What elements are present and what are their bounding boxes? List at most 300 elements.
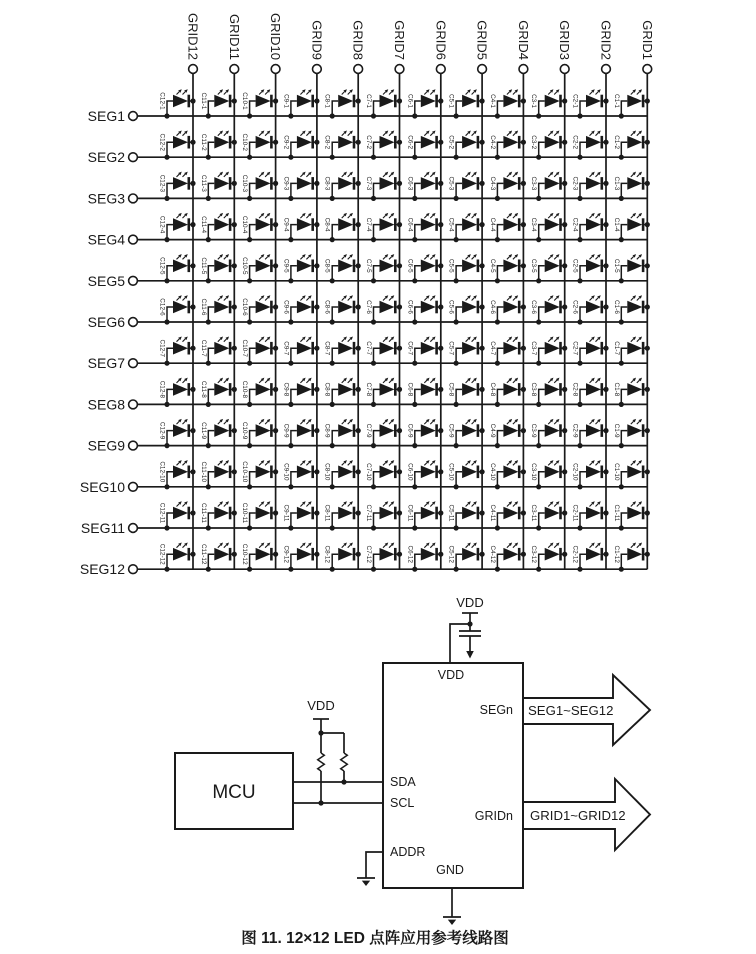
led-cell-c7-6 [365, 295, 402, 324]
led-emission-arrow [590, 298, 593, 301]
led-cell-c7-10 [365, 460, 402, 489]
grid-junction-dot [521, 304, 526, 309]
led-cell-c10-3 [241, 172, 278, 201]
led-diode-icon [297, 218, 312, 231]
led-diode-icon [627, 342, 642, 355]
led-label: C3-5 [530, 258, 538, 273]
led-cell-c9-1 [282, 89, 319, 118]
led-cell-c1-3 [613, 172, 650, 201]
led-emission-arrow [637, 462, 640, 465]
grid-junction-dot [314, 98, 319, 103]
led-diode-icon [545, 260, 560, 273]
led-emission-arrow [348, 380, 351, 383]
led-diode-icon [627, 95, 642, 108]
grid-junction-dot [356, 98, 361, 103]
led-diode-icon [462, 548, 477, 561]
grid-junction-dot [356, 552, 361, 557]
led-emission-arrow [430, 92, 433, 95]
led-emission-arrow [554, 380, 557, 383]
led-emission-arrow [466, 92, 469, 95]
grid-junction-dot [521, 552, 526, 557]
led-diode-icon [338, 466, 353, 479]
led-emission-arrow [472, 504, 475, 507]
led-cell-c8-7 [324, 336, 361, 365]
led-cell-c5-6 [448, 295, 485, 324]
led-emission-arrow [472, 215, 475, 218]
led-cell-c7-3 [365, 172, 402, 201]
led-cell-c11-10 [200, 460, 237, 489]
led-emission-arrow [342, 545, 345, 548]
led-label: C2-3 [571, 176, 579, 191]
led-cell-c2-8 [572, 378, 609, 407]
led-emission-arrow [218, 174, 221, 177]
grid-junction-dot [521, 387, 526, 392]
led-emission-arrow [590, 339, 593, 342]
led-diode-icon [173, 301, 188, 314]
seg-terminal-circle [129, 359, 138, 368]
led-emission-arrow [259, 462, 262, 465]
led-label: C11-12 [199, 543, 207, 565]
led-emission-arrow [513, 339, 516, 342]
grid-junction-dot [562, 346, 567, 351]
led-cell-c11-5 [200, 254, 237, 283]
led-label: C1-12 [612, 545, 620, 563]
led-cell-c9-8 [282, 378, 319, 407]
led-label: C8-5 [323, 258, 331, 273]
led-emission-arrow [224, 256, 227, 259]
seg-label: SEG4 [87, 231, 125, 248]
grid-junction-dot [356, 428, 361, 433]
grid-junction-dot [232, 140, 237, 145]
grid-junction-dot [273, 387, 278, 392]
grid-junction-dot [397, 510, 402, 515]
led-emission-arrow [466, 504, 469, 507]
led-diode-icon [380, 136, 395, 149]
led-emission-arrow [218, 462, 221, 465]
led-label: C2-7 [571, 341, 579, 356]
led-emission-arrow [596, 462, 599, 465]
led-diode-icon [503, 383, 518, 396]
led-emission-arrow [265, 504, 268, 507]
grid-junction-dot [438, 387, 443, 392]
led-emission-arrow [637, 339, 640, 342]
led-cell-c5-8 [448, 378, 485, 407]
led-cell-c6-1 [406, 89, 443, 118]
led-emission-arrow [348, 133, 351, 136]
led-emission-arrow [430, 545, 433, 548]
led-diode-icon [421, 136, 436, 149]
led-cell-c10-2 [241, 130, 278, 159]
led-cell-c5-9 [448, 419, 485, 448]
led-emission-arrow [259, 215, 262, 218]
grid-junction-dot [397, 140, 402, 145]
led-diode-icon [214, 95, 229, 108]
led-diode-icon [380, 260, 395, 273]
led-cell-c4-5 [489, 254, 526, 283]
grid-junction-dot [603, 98, 608, 103]
led-diode-icon [586, 260, 601, 273]
led-emission-arrow [507, 421, 510, 424]
led-emission-arrow [218, 545, 221, 548]
led-cell-c10-12 [241, 542, 278, 571]
led-label: C1-6 [612, 300, 620, 314]
led-emission-arrow [224, 462, 227, 465]
led-cell-c4-12 [489, 542, 526, 571]
led-label: C7-1 [365, 94, 372, 108]
led-diode-icon [586, 95, 601, 108]
led-emission-arrow [300, 174, 303, 177]
led-diode-icon [503, 136, 518, 149]
led-diode-icon [503, 466, 518, 479]
led-diode-icon [586, 342, 601, 355]
led-emission-arrow [596, 504, 599, 507]
addr-wire [366, 852, 383, 878]
led-label: C4-5 [488, 258, 496, 273]
grid-label: GRID4 [515, 20, 531, 60]
led-emission-arrow [554, 92, 557, 95]
grid-junction-dot [603, 140, 608, 145]
led-emission-arrow [342, 215, 345, 218]
led-diode-icon [421, 383, 436, 396]
led-emission-arrow [507, 545, 510, 548]
led-diode-icon [173, 218, 188, 231]
grid-junction-dot [232, 428, 237, 433]
seg-label: SEG9 [87, 437, 125, 454]
led-cell-c11-11 [200, 501, 237, 530]
seg-row-seg8 [88, 396, 648, 412]
led-emission-arrow [183, 339, 186, 342]
seg-terminal-circle [129, 524, 138, 533]
led-emission-arrow [596, 92, 599, 95]
led-emission-arrow [342, 504, 345, 507]
led-emission-arrow [424, 174, 427, 177]
grid-junction-dot [397, 428, 402, 433]
grid-junction-dot [645, 222, 650, 227]
grid-junction-dot [397, 98, 402, 103]
led-emission-arrow [177, 133, 180, 136]
grid-junction-dot [562, 469, 567, 474]
led-emission-arrow [306, 92, 309, 95]
led-label: C5-12 [447, 545, 455, 563]
led-label: C4-9 [488, 423, 496, 438]
led-cell-c6-7 [406, 336, 443, 365]
grid-junction-dot [190, 346, 195, 351]
led-emission-arrow [507, 339, 510, 342]
led-cell-c9-2 [282, 130, 319, 159]
led-diode-icon [586, 218, 601, 231]
led-emission-arrow [383, 215, 386, 218]
grid-junction-dot [356, 346, 361, 351]
led-emission-arrow [637, 421, 640, 424]
led-cell-c12-10 [159, 460, 196, 489]
led-diode-icon [173, 424, 188, 437]
led-emission-arrow [430, 421, 433, 424]
led-cell-c12-6 [159, 295, 196, 324]
led-label: C3-8 [530, 382, 538, 397]
led-label: C8-6 [323, 300, 331, 314]
led-emission-arrow [548, 174, 551, 177]
led-label: C2-8 [571, 382, 579, 397]
led-cell-c11-7 [200, 336, 237, 365]
led-emission-arrow [259, 504, 262, 507]
led-emission-arrow [472, 462, 475, 465]
led-label: C4-1 [488, 94, 496, 108]
led-label: C8-4 [323, 217, 331, 232]
grid-junction-dot [645, 552, 650, 557]
led-cell-c10-6 [241, 295, 278, 324]
led-emission-arrow [424, 256, 427, 259]
led-diode-icon [462, 218, 477, 231]
led-diode-icon [297, 260, 312, 273]
grid-terminal-circle [313, 65, 322, 74]
grid-junction-dot [232, 469, 237, 474]
led-diode-icon [173, 383, 188, 396]
led-cell-c11-8 [200, 378, 237, 407]
grid-junction-dot [273, 181, 278, 186]
led-diode-icon [627, 177, 642, 190]
seg-label: SEG1 [87, 108, 125, 124]
led-diode-icon [380, 301, 395, 314]
led-emission-arrow [300, 504, 303, 507]
led-diode-icon [338, 424, 353, 437]
vdd-to-chip-wire [450, 624, 470, 663]
led-cell-c7-12 [365, 542, 402, 571]
led-emission-arrow [218, 92, 221, 95]
led-cell-c6-4 [406, 213, 443, 242]
led-cell-c3-1 [530, 89, 567, 118]
led-emission-arrow [383, 133, 386, 136]
led-label: C12-4 [158, 215, 166, 234]
led-diode-icon [256, 260, 271, 273]
led-diode-icon [338, 383, 353, 396]
grid-junction-dot [397, 181, 402, 186]
led-emission-arrow [306, 256, 309, 259]
led-label: C5-5 [447, 258, 455, 273]
grid-junction-dot [603, 181, 608, 186]
led-cell-c3-2 [530, 130, 567, 159]
led-emission-arrow [430, 174, 433, 177]
led-emission-arrow [383, 256, 386, 259]
led-diode-icon [214, 424, 229, 437]
led-cell-c4-1 [489, 89, 526, 118]
led-cell-c7-7 [365, 336, 402, 365]
led-emission-arrow [383, 174, 386, 177]
led-diode-icon [545, 383, 560, 396]
led-diode-icon [627, 136, 642, 149]
led-cell-c2-7 [572, 336, 609, 365]
led-emission-arrow [265, 421, 268, 424]
led-cell-c3-9 [530, 419, 567, 448]
led-diode-icon [627, 548, 642, 561]
led-emission-arrow [218, 421, 221, 424]
led-diode-icon [627, 383, 642, 396]
led-cell-c9-4 [282, 213, 319, 242]
led-label: C2-12 [571, 545, 579, 563]
led-cell-c10-10 [241, 460, 278, 489]
led-diode-icon [545, 177, 560, 190]
seg-row-seg5 [88, 273, 648, 289]
led-label: C4-8 [488, 382, 496, 397]
grid-terminal-circle [643, 65, 652, 74]
grid-junction-dot [356, 469, 361, 474]
led-emission-arrow [300, 256, 303, 259]
led-emission-arrow [507, 92, 510, 95]
led-emission-arrow [548, 298, 551, 301]
led-diode-icon [256, 342, 271, 355]
led-diode-icon [421, 260, 436, 273]
led-emission-arrow [265, 380, 268, 383]
led-label: C1-9 [612, 423, 620, 438]
led-diode-icon [173, 260, 188, 273]
led-cell-c2-12 [572, 542, 609, 571]
grid-label: GRID11 [226, 14, 242, 61]
grid-junction-dot [603, 428, 608, 433]
led-diode-icon [380, 95, 395, 108]
grid-junction-dot [314, 510, 319, 515]
led-label: C6-3 [406, 176, 414, 191]
ground-triangle [362, 881, 370, 886]
led-emission-arrow [300, 215, 303, 218]
led-emission-arrow [631, 421, 634, 424]
grid-junction-dot [438, 346, 443, 351]
grid-junction-dot [521, 428, 526, 433]
led-label: C6-2 [406, 135, 414, 150]
grid-junction-dot [438, 181, 443, 186]
led-diode-icon [503, 218, 518, 231]
led-emission-arrow [389, 380, 392, 383]
led-cell-c3-4 [530, 213, 567, 242]
led-label: C11-3 [199, 174, 207, 192]
led-emission-arrow [631, 504, 634, 507]
led-emission-arrow [466, 174, 469, 177]
vdd-top-label: VDD [456, 595, 484, 610]
led-emission-arrow [177, 339, 180, 342]
led-emission-arrow [389, 339, 392, 342]
led-cell-c10-8 [241, 378, 278, 407]
led-label: C11-1 [199, 92, 207, 110]
pullup-resistor-scl-icon [318, 753, 325, 771]
led-emission-arrow [466, 545, 469, 548]
led-cell-c11-1 [200, 89, 237, 118]
led-cell-c2-10 [572, 460, 609, 489]
led-cell-c10-7 [241, 336, 278, 365]
led-cell-c4-9 [489, 419, 526, 448]
led-label: C10-4 [241, 215, 249, 234]
led-emission-arrow [548, 133, 551, 136]
led-emission-arrow [631, 545, 634, 548]
led-cell-c2-4 [572, 213, 609, 242]
grid-junction-dot [438, 552, 443, 557]
grid-label: GRID7 [392, 20, 407, 60]
led-emission-arrow [637, 215, 640, 218]
led-emission-arrow [596, 256, 599, 259]
led-emission-arrow [348, 298, 351, 301]
led-diode-icon [586, 383, 601, 396]
led-label: C10-5 [241, 257, 249, 275]
led-label: C6-10 [406, 463, 414, 481]
led-emission-arrow [466, 462, 469, 465]
led-cell-c5-1 [448, 89, 485, 118]
led-emission-arrow [596, 298, 599, 301]
led-emission-arrow [548, 545, 551, 548]
led-emission-arrow [259, 174, 262, 177]
led-diode-icon [627, 218, 642, 231]
led-diode-icon [627, 260, 642, 273]
led-diode-icon [214, 548, 229, 561]
led-diode-icon [503, 177, 518, 190]
led-label: C9-10 [282, 463, 290, 481]
led-label: C7-2 [365, 135, 372, 150]
led-diode-icon [462, 383, 477, 396]
led-cell-c10-4 [241, 213, 278, 242]
led-emission-arrow [507, 298, 510, 301]
led-emission-arrow [472, 545, 475, 548]
led-emission-arrow [430, 339, 433, 342]
led-emission-arrow [306, 380, 309, 383]
gnd-ground-icon [443, 917, 461, 925]
led-cell-c1-9 [613, 419, 650, 448]
led-diode-icon [380, 424, 395, 437]
seg-label: SEG3 [87, 190, 125, 207]
grid-junction-dot [273, 304, 278, 309]
grid-junction-dot [480, 222, 485, 227]
led-cell-c3-11 [530, 501, 567, 530]
grid-junction-dot [562, 222, 567, 227]
seg-terminal-circle [129, 112, 138, 121]
led-cell-c12-5 [159, 254, 196, 283]
led-emission-arrow [430, 462, 433, 465]
led-emission-arrow [507, 174, 510, 177]
grid-junction-dot [645, 346, 650, 351]
led-emission-arrow [548, 92, 551, 95]
grid-junction-dot [521, 469, 526, 474]
led-emission-arrow [389, 298, 392, 301]
led-cell-c8-4 [324, 213, 361, 242]
seg-label: SEG5 [87, 272, 125, 289]
grid-terminal-circle [478, 65, 487, 74]
led-cell-c6-12 [406, 542, 443, 571]
led-label: C3-3 [530, 176, 538, 191]
led-emission-arrow [430, 504, 433, 507]
grid-junction-dot [356, 140, 361, 145]
seg-row-seg9 [88, 438, 648, 454]
grid-junction-dot [356, 222, 361, 227]
led-label: C5-3 [447, 176, 455, 191]
led-cell-c9-6 [282, 295, 319, 324]
led-cell-c9-3 [282, 172, 319, 201]
led-emission-arrow [590, 462, 593, 465]
seg-row-seg3 [88, 190, 648, 206]
led-label: C7-8 [365, 382, 372, 397]
led-label: C8-8 [323, 382, 331, 397]
led-emission-arrow [424, 133, 427, 136]
seg-terminal-circle [129, 235, 138, 244]
grid-junction-dot [273, 140, 278, 145]
led-diode-icon [214, 507, 229, 520]
led-emission-arrow [590, 545, 593, 548]
led-emission-arrow [596, 545, 599, 548]
led-label: C9-4 [282, 217, 290, 232]
led-label: C4-12 [488, 545, 496, 563]
led-emission-arrow [507, 504, 510, 507]
grid-junction-dot [438, 510, 443, 515]
led-diode-icon [256, 424, 271, 437]
grid-junction-dot [314, 552, 319, 557]
grid-junction-dot [190, 469, 195, 474]
led-diode-icon [462, 136, 477, 149]
led-emission-arrow [342, 174, 345, 177]
led-emission-arrow [177, 174, 180, 177]
